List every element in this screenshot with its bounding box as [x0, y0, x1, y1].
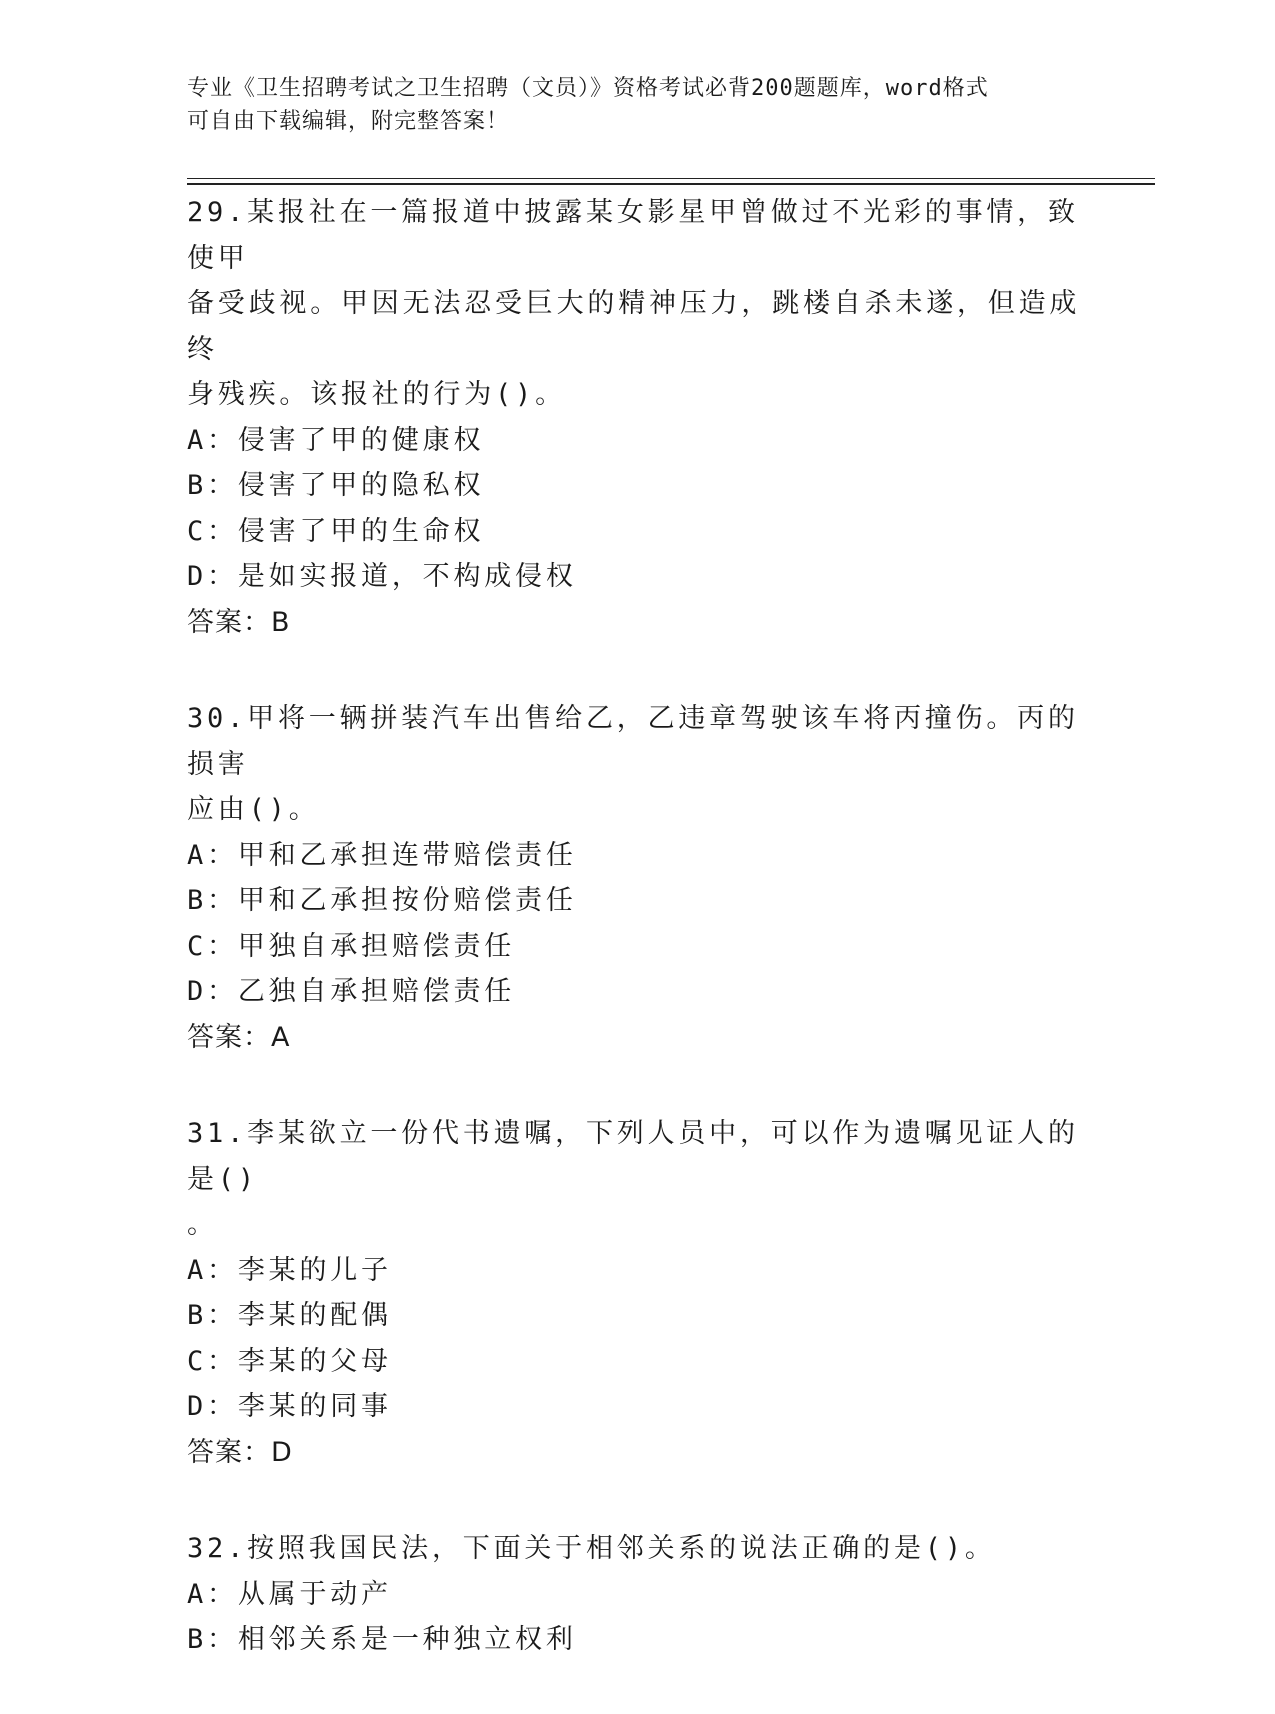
header-line-2: 可自由下载编辑，附完整答案！: [187, 109, 510, 134]
question-stem-line: 应由()。: [187, 794, 320, 825]
question-stem-line: 30.甲将一辆拼装汽车出售给乙，乙违章驾驶该车将丙撞伤。丙的损害: [187, 703, 1079, 780]
question-32: [187, 1526, 1087, 1663]
question-30: [187, 696, 1087, 1060]
option-c: C：甲独自承担赔偿责任: [187, 930, 516, 962]
option-a: A：侵害了甲的健康权: [187, 424, 485, 456]
header-divider-thick: [187, 183, 1155, 185]
answer-label: 答案：B: [187, 606, 291, 638]
option-a: A：从属于动产: [187, 1578, 392, 1610]
option-b: B：相邻关系是一种独立权利: [187, 1624, 577, 1655]
question-stem-line: 32.按照我国民法，下面关于相邻关系的说法正确的是()。: [187, 1533, 996, 1564]
question-29: [187, 190, 1087, 645]
option-b: B：李某的配偶: [187, 1300, 392, 1331]
answer-label: 答案：A: [187, 1021, 291, 1053]
answer-label: 答案：D: [187, 1436, 293, 1468]
question-stem-line: 31.李某欲立一份代书遗嘱，下列人员中，可以作为遗嘱见证人的是(): [187, 1118, 1079, 1195]
header-line-1: 专业《卫生招聘考试之卫生招聘（文员）》资格考试必背200题题库，word格式: [187, 76, 989, 101]
question-stem-line: 。: [187, 1209, 218, 1240]
question-stem-line: 备受歧视。甲因无法忍受巨大的精神压力，跳楼自杀未遂，但造成终: [187, 288, 1081, 365]
option-c: C：李某的父母: [187, 1345, 392, 1377]
option-a: A：李某的儿子: [187, 1254, 392, 1286]
option-d: D：是如实报道，不构成侵权: [187, 561, 577, 592]
question-list: [187, 190, 1087, 1714]
option-d: D：乙独自承担赔偿责任: [187, 976, 516, 1007]
option-c: C：侵害了甲的生命权: [187, 515, 485, 547]
option-b: B：甲和乙承担按份赔偿责任: [187, 885, 577, 916]
option-d: D：李某的同事: [187, 1391, 392, 1422]
option-b: B：侵害了甲的隐私权: [187, 470, 485, 501]
document-header: [187, 72, 1067, 138]
option-a: A：甲和乙承担连带赔偿责任: [187, 839, 577, 871]
question-stem-line: 29.某报社在一篇报道中披露某女影星甲曾做过不光彩的事情，致使甲: [187, 197, 1079, 274]
question-31: [187, 1111, 1087, 1475]
question-stem-line: 身残疾。该报社的行为()。: [187, 379, 566, 410]
header-divider-thin: [187, 178, 1155, 179]
